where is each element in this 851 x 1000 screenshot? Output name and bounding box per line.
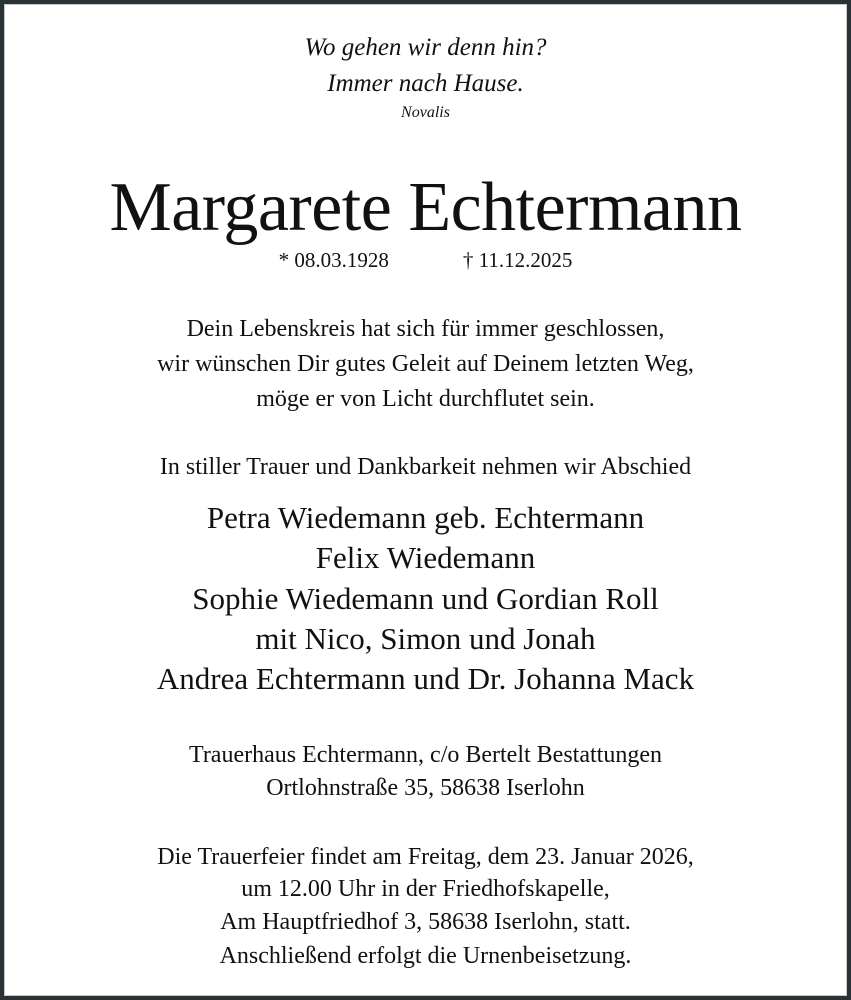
ceremony-line-4: Anschließend erfolgt die Urnenbeisetzung.	[219, 943, 632, 969]
birth-date: * 08.03.1928	[278, 248, 389, 272]
quote-author: Novalis	[401, 104, 450, 121]
verse-line-2: wir wünschen Dir gutes Geleit auf Deinem letzten Weg,	[157, 351, 694, 377]
death-date: † 11.12.2025	[462, 248, 573, 272]
quote-line-2: Immer nach Hause.	[327, 70, 524, 97]
verse-line-1: Dein Lebenskreis hat sich für immer geschlossen,	[186, 316, 665, 342]
mourner-line-4: mit Nico, Simon und Jonah	[255, 621, 596, 656]
address-line-1: Trauerhaus Echtermann, c/o Bertelt Bestattungen	[189, 742, 662, 768]
obituary-notice	[4, 4, 847, 996]
mourner-line-2: Felix Wiedemann	[315, 540, 536, 575]
farewell-intro: In stiller Trauer und Dankbarkeit nehmen wir Abschied	[159, 454, 692, 480]
address-line-2: Ortlohnstraße 35, 58638 Iserlohn	[266, 775, 585, 801]
mourner-line-3: Sophie Wiedemann und Gordian Roll	[192, 581, 659, 616]
ceremony-line-2: um 12.00 Uhr in der Friedhofskapelle,	[241, 876, 610, 902]
deceased-name: Margarete Echtermann	[109, 169, 742, 246]
mourner-line-1: Petra Wiedemann geb. Echtermann	[206, 500, 645, 535]
ceremony-line-1: Die Trauerfeier findet am Freitag, dem 23. Januar 2026,	[157, 844, 694, 870]
mourner-line-5: Andrea Echtermann und Dr. Johanna Mack	[156, 661, 695, 696]
quote-line-1: Wo gehen wir denn hin?	[304, 34, 547, 61]
life-dates	[4, 248, 847, 273]
ceremony-line-3: Am Hauptfriedhof 3, 58638 Iserlohn, statt.	[220, 909, 631, 935]
verse-line-3: möge er von Licht durchflutet sein.	[256, 386, 595, 412]
